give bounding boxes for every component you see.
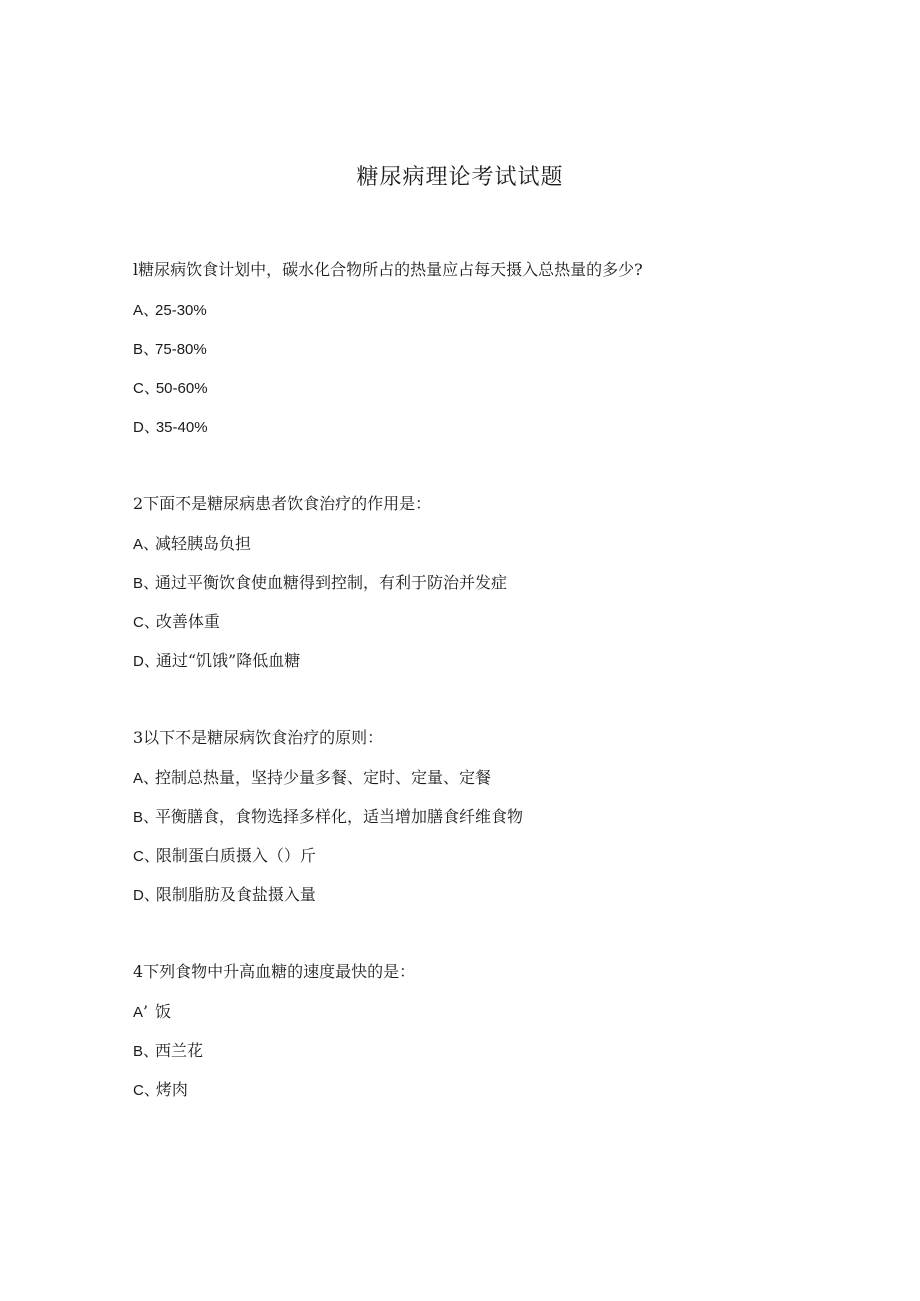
option-letter: A	[133, 302, 144, 319]
option-c	[133, 377, 853, 399]
option-separator: ’	[143, 1002, 149, 1021]
option-letter: B	[133, 341, 144, 358]
option-text: 饭	[155, 1002, 172, 1021]
option-letter: C	[133, 1082, 144, 1099]
option-a	[133, 767, 853, 789]
option-text: 平衡膳食，食物选择多样化，适当增加膳食纤维食物	[155, 807, 524, 826]
option-a	[133, 533, 853, 555]
option-separator: 、	[143, 768, 160, 787]
option-d	[133, 884, 853, 906]
option-a	[133, 1001, 853, 1023]
page-title: 糖尿病理论考试试题	[356, 165, 564, 190]
question-text: l糖尿病饮食计划中，碳水化合物所占的热量应占每天摄入总热量的多少?	[133, 260, 643, 279]
option-text: 改善体重	[155, 612, 220, 631]
question-4	[133, 961, 853, 1118]
option-letter: C	[133, 380, 144, 397]
option-list	[133, 299, 853, 438]
option-c	[133, 611, 853, 633]
question-text: 2下面不是糖尿病患者饮食治疗的作用是：	[133, 494, 432, 513]
option-separator: 、	[143, 378, 160, 397]
option-b	[133, 1040, 853, 1062]
option-list	[133, 533, 853, 672]
option-list	[133, 767, 853, 906]
question-2	[133, 493, 853, 689]
option-letter: A	[133, 770, 144, 787]
option-letter: D	[133, 887, 144, 904]
option-list	[133, 1001, 853, 1101]
option-letter: B	[133, 809, 144, 826]
option-separator: 、	[143, 807, 160, 826]
option-separator: 、	[143, 885, 160, 904]
option-separator: 、	[143, 651, 160, 670]
option-separator: 、	[143, 417, 160, 436]
option-a	[133, 299, 853, 321]
option-separator: 、	[143, 846, 160, 865]
option-c	[133, 845, 853, 867]
option-separator: 、	[143, 300, 160, 319]
option-separator: 、	[143, 339, 160, 358]
option-d	[133, 650, 853, 672]
option-text: 25-30%	[155, 302, 207, 319]
option-letter: A	[133, 536, 144, 553]
option-text: 限制蛋白质摄入（）斤	[155, 846, 316, 865]
question-3	[133, 727, 853, 923]
option-separator: 、	[143, 573, 160, 592]
option-separator: 、	[143, 534, 160, 553]
option-text: 75-80%	[155, 341, 207, 358]
option-text: 50-60%	[155, 380, 208, 397]
option-text: 控制总热量，坚持少量多餐、定时、定量、定餐	[155, 768, 492, 787]
question-text: 4下列食物中升高血糖的速度最快的是：	[133, 962, 416, 981]
option-text: 通过平衡饮食使血糖得到控制，有利于防治并发症	[155, 573, 508, 592]
option-b	[133, 806, 853, 828]
option-text: 通过“饥饿”降低血糖	[155, 651, 301, 670]
option-b	[133, 338, 853, 360]
option-letter: A	[133, 1004, 144, 1021]
option-letter: C	[133, 848, 144, 865]
option-letter: B	[133, 575, 144, 592]
question-1	[133, 259, 853, 455]
option-letter: D	[133, 419, 144, 436]
option-letter: D	[133, 653, 144, 670]
option-c	[133, 1079, 853, 1101]
option-text: 限制脂肪及食盐摄入量	[155, 885, 316, 904]
option-text: 烤肉	[155, 1080, 188, 1099]
option-letter: B	[133, 1043, 144, 1060]
question-text: 3以下不是糖尿病饮食治疗的原则：	[133, 728, 384, 747]
option-separator: 、	[143, 1080, 160, 1099]
option-text: 西兰花	[155, 1041, 204, 1060]
option-separator: 、	[143, 1041, 160, 1060]
option-d	[133, 416, 853, 438]
option-text: 35-40%	[155, 419, 208, 436]
option-text: 减轻胰岛负担	[155, 534, 252, 553]
option-separator: 、	[143, 612, 160, 631]
option-letter: C	[133, 614, 144, 631]
option-b	[133, 572, 853, 594]
